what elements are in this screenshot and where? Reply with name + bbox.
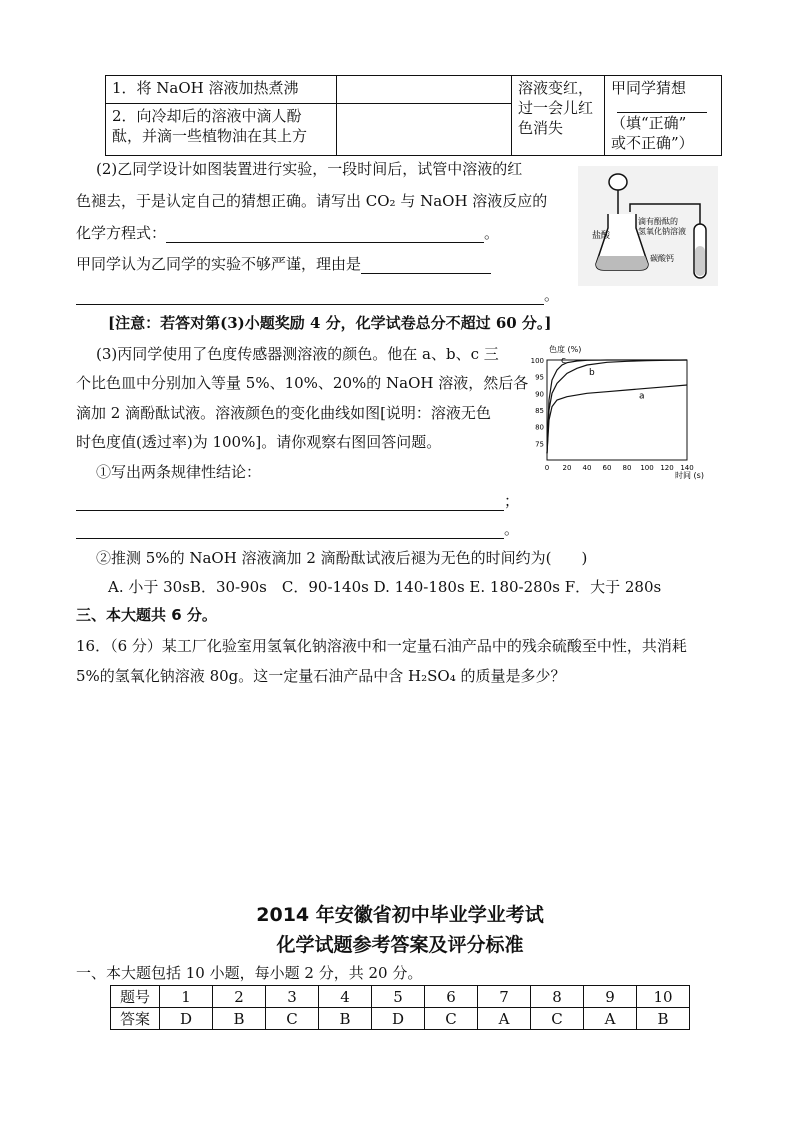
q2-reason-label: 甲同学认为乙同学的实验不够严谨，理由是 <box>76 255 362 273</box>
flask-liquid <box>596 256 648 270</box>
chart-xlabel: 时间 (s) <box>675 471 704 480</box>
phenomenon-cell <box>512 76 605 156</box>
answer-cell: A <box>584 1008 637 1030</box>
q3-conclusion-line-1 <box>76 490 519 511</box>
series-label-b: b <box>589 368 595 378</box>
conclusion-answer-blank-1[interactable] <box>76 496 504 511</box>
answer-cell: C <box>531 1008 584 1030</box>
conclusion-line-4: 或不正确”） <box>611 134 694 152</box>
q3-line-1: (3)丙同学使用了色度传感器测溶液的颜色。他在 a、b、c 三 <box>96 345 499 363</box>
label-solution-2: 氢氧化钠溶液 <box>638 227 686 236</box>
y-tick-label: 80 <box>535 423 544 432</box>
answer-section-1: 一、本大题包括 10 小题，每小题 2 分，共 20 分。 <box>76 964 423 982</box>
question-number-cell: 2 <box>213 986 266 1008</box>
phenomenon-line-2: 过一会儿红 <box>518 99 594 117</box>
question-number-cell: 3 <box>266 986 319 1008</box>
q2-line-5 <box>76 284 559 305</box>
answer-row <box>111 1008 690 1030</box>
phenomenon-line-3: 色消失 <box>518 119 564 137</box>
q2-line-3 <box>76 222 499 243</box>
q3-period: 。 <box>504 520 520 538</box>
question-number-cell: 9 <box>584 986 637 1008</box>
rubber-bulb-icon <box>609 174 627 190</box>
question-number-cell: 10 <box>637 986 690 1008</box>
question-number-cell: 8 <box>531 986 584 1008</box>
answer-header: 答案 <box>111 1008 160 1030</box>
series-label-c: c <box>561 356 566 366</box>
answer-number-row <box>111 986 690 1008</box>
bonus-note: [注意：若答对第(3)小题奖励 4 分，化学试卷总分不超过 60 分。] <box>108 314 552 332</box>
step-1-text: 1．将 NaOH 溶液加热煮沸 <box>112 79 299 97</box>
answer-key-title-1: 2014 年安徽省初中毕业学业考试 <box>256 904 544 926</box>
answer-cell: A <box>478 1008 531 1030</box>
step-1-cell <box>106 76 337 104</box>
answer-cell: D <box>160 1008 213 1030</box>
label-solution-1: 滴有酚酞的 <box>638 217 678 226</box>
x-tick-label: 120 <box>660 464 674 472</box>
operation-cell-2 <box>337 103 512 155</box>
chart-ylabel: 色度 (%) <box>549 345 582 354</box>
q2-line-2: 色褪去，于是认定自己的猜想正确。请写出 CO₂ 与 NaOH 溶液反应的 <box>76 192 548 210</box>
series-label-a: a <box>639 391 645 402</box>
reason-answer-blank-2[interactable] <box>76 288 544 305</box>
conclusion-cell <box>605 76 722 156</box>
answer-cell: C <box>425 1008 478 1030</box>
operation-cell-1 <box>337 76 512 104</box>
q3-sub2: ②推测 5%的 NaOH 溶液滴加 2 滴酚酞试液后褪为无色的时间约为( ) <box>96 549 588 567</box>
answer-cell: D <box>372 1008 425 1030</box>
y-tick-label: 90 <box>535 390 544 399</box>
x-tick-label: 40 <box>582 464 592 472</box>
answer-key-title-2: 化学试题参考答案及评分标准 <box>276 934 524 956</box>
number-header: 题号 <box>111 986 160 1008</box>
question-number-cell: 1 <box>160 986 213 1008</box>
answer-cell: C <box>266 1008 319 1030</box>
q3-semicolon: ； <box>504 492 520 510</box>
conclusion-line-3: （填“正确” <box>611 114 687 132</box>
x-tick-label: 140 <box>680 464 694 472</box>
q2-period-2: 。 <box>544 286 560 304</box>
conclusion-answer-blank-2[interactable] <box>76 524 504 539</box>
q2-line-1: (2)乙同学设计如图装置进行实验，一段时间后，试管中溶液的红 <box>96 160 523 178</box>
step-2-cell <box>106 103 337 155</box>
q3-options: A. 小于 30sB．30-90s C．90-140s D. 140-180s E. 180-280s F．大于 280s <box>108 578 662 596</box>
x-tick-label: 0 <box>544 464 550 472</box>
answer-table <box>110 985 690 1030</box>
x-tick-label: 20 <box>562 464 572 472</box>
y-tick-label: 75 <box>535 440 544 449</box>
q16-line-2: 5%的氢氧化钠溶液 80g。这一定量石油产品中含 H₂SO₄ 的质量是多少？ <box>76 667 566 685</box>
answer-cell: B <box>319 1008 372 1030</box>
y-tick-label: 85 <box>535 407 544 415</box>
q3-line-4: 时色度值(透过率)为 100%]。请你观察右图回答问题。 <box>76 433 442 451</box>
answer-cell: B <box>637 1008 690 1030</box>
x-tick-label: 80 <box>622 464 632 472</box>
q3-sub1: ①写出两条规律性结论： <box>96 463 262 481</box>
step-2-line-1: 2．向冷却后的溶液中滴人酚 <box>112 106 302 125</box>
test-tube-liquid <box>695 246 705 276</box>
experiment-table <box>105 75 722 156</box>
label-acid: 盐酸 <box>592 231 611 241</box>
chart-axes <box>547 360 687 460</box>
plot-frame <box>547 360 687 460</box>
x-tick-label: 60 <box>602 464 612 472</box>
q2-line-4 <box>76 253 491 274</box>
q3-line-3: 滴加 2 滴酚酞试液。溶液颜色的变化曲线如图[说明：溶液无色 <box>76 404 491 422</box>
answer-cell: B <box>213 1008 266 1030</box>
question-number-cell: 7 <box>478 986 531 1008</box>
step-2-line-2: 酞，并滴一些植物油在其上方 <box>112 126 308 145</box>
section-3-heading: 三、本大题共 6 分。 <box>76 606 217 624</box>
reason-answer-blank-1[interactable] <box>361 257 491 274</box>
q3-conclusion-line-2 <box>76 518 519 539</box>
question-number-cell: 6 <box>425 986 478 1008</box>
q3-line-2: 个比色皿中分别加入等量 5%、10%、20%的 NaOH 溶液，然后各 <box>76 374 529 392</box>
x-tick-label: 100 <box>640 464 654 472</box>
q16-line-1: 16．（6 分）某工厂化验室用氢氧化钠溶液中和一定量石油产品中的残余硫酸至中性，共消耗 <box>76 637 687 655</box>
color-chart <box>525 340 715 490</box>
equation-answer-blank[interactable] <box>166 226 484 243</box>
phenomenon-line-1: 溶液变红， <box>518 79 594 97</box>
question-number-cell: 4 <box>319 986 372 1008</box>
conclusion-blank[interactable] <box>617 98 707 113</box>
y-tick-label: 100 <box>530 357 544 365</box>
y-tick-label: 95 <box>535 373 544 382</box>
conclusion-line-1: 甲同学猜想 <box>611 79 687 97</box>
question-number-cell: 5 <box>372 986 425 1008</box>
apparatus-diagram <box>578 166 718 286</box>
q2-equation-label: 化学方程式： <box>76 224 167 242</box>
label-carbonate: 碳酸钙 <box>650 254 674 263</box>
q2-period: 。 <box>484 224 500 242</box>
